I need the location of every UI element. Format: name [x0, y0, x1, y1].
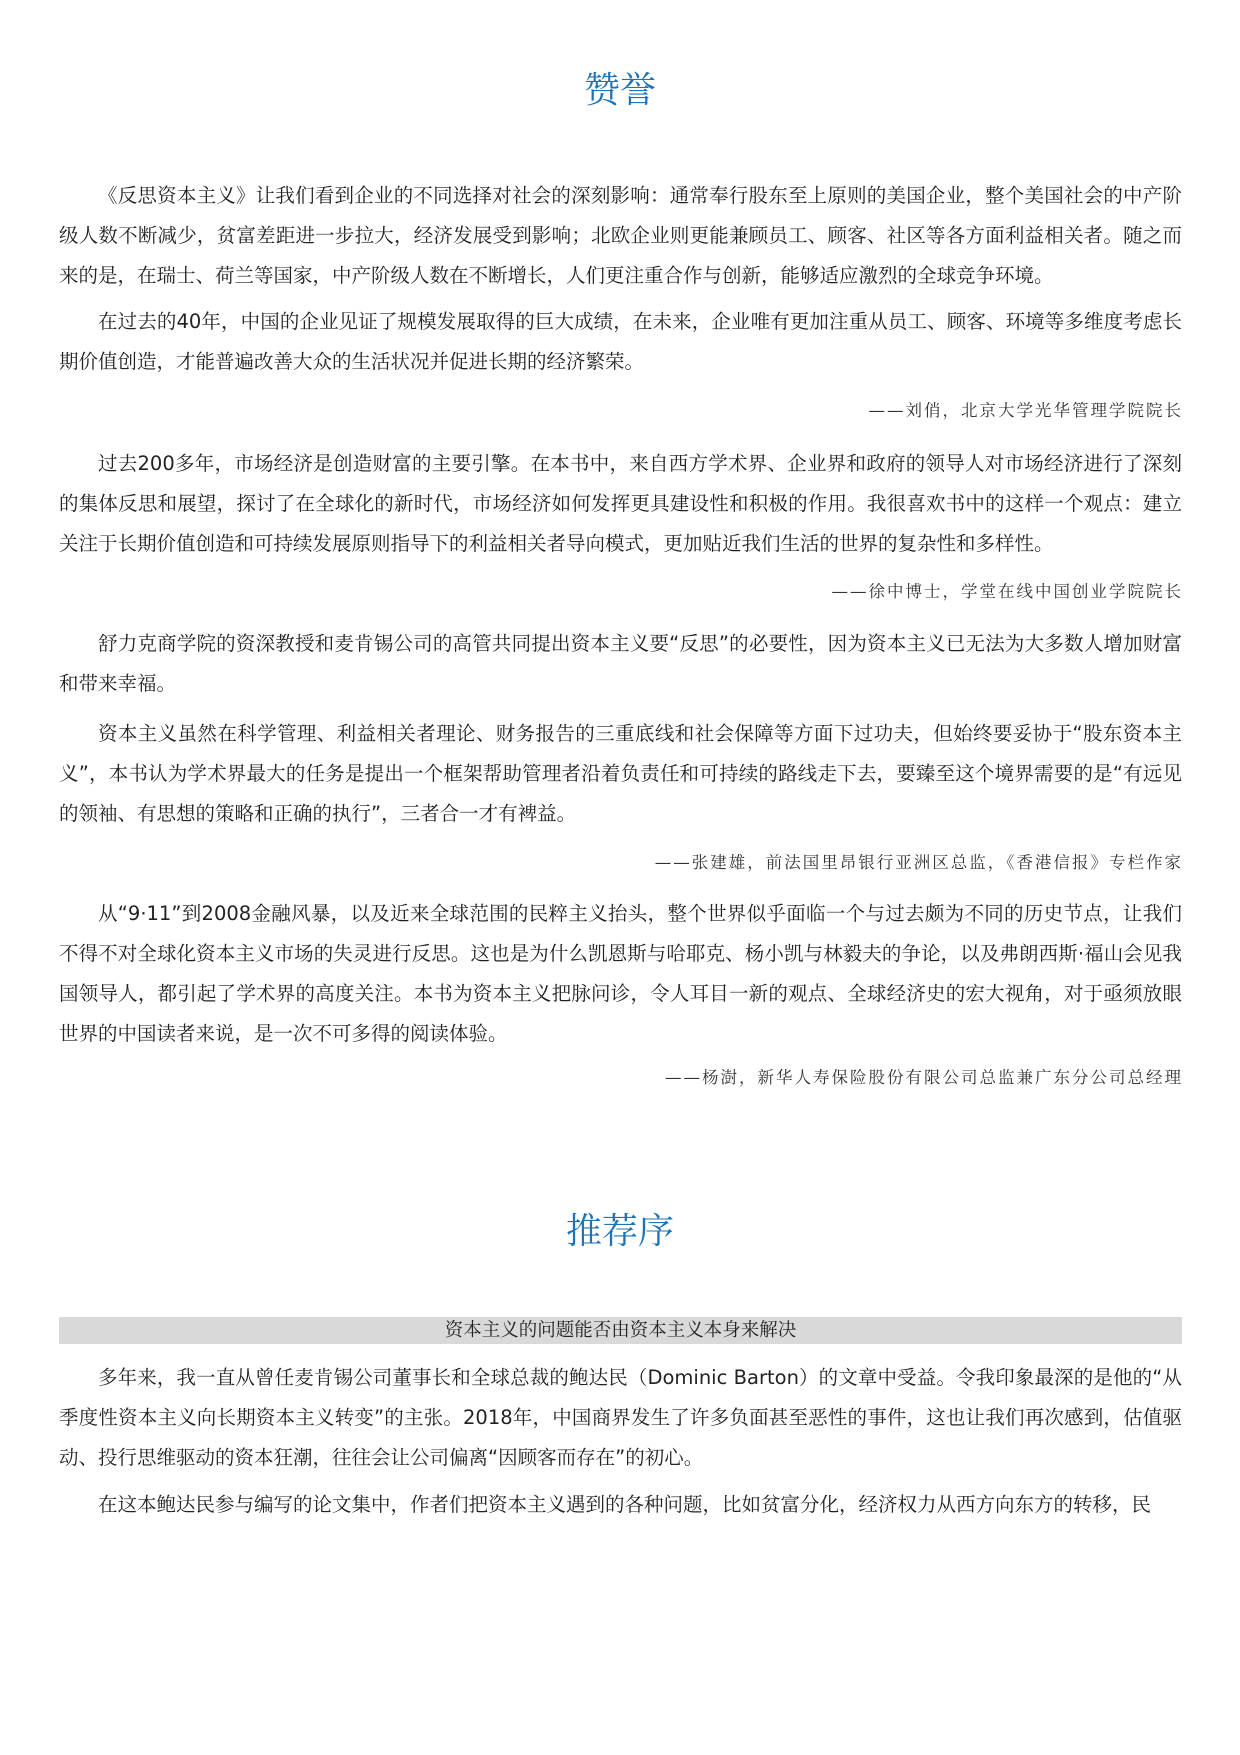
praise-attribution-2: ——徐中博士，学堂在线中国创业学院院长 [831, 582, 1183, 601]
praise-attribution-1: ——刘俏，北京大学光华管理学院院长 [868, 401, 1183, 420]
praise-paragraph-6: 从“9·11”到2008金融风暴，以及近来全球范围的民粹主义抬头，整个世界似乎面临一个与过去颇为不同的历史节点，让我们不得不对全球化资本主义市场的失灵进行反思。这也是为什么凯恩斯与哈耶克、杨小凯与林毅夫的争论，以及弗朗西斯·福山会见我国领导人，都引起了学术界的高度关注。本书为资本主义把脉问诊，令人耳目一新的观点、全球经济史的宏大视角，对于亟须放眼世界的中国读者来说，是一次不可多得的阅读体验。 [59, 902, 1182, 1045]
praise-paragraph-5: 资本主义虽然在科学管理、利益相关者理论、财务报告的三重底线和社会保障等方面下过功夫，但始终要妥协于“股东资本主义”，本书认为学术界最大的任务是提出一个框架帮助管理者沿着负责任和可持续的路线走下去，要臻至这个境界需要的是“有远见的领袖、有思想的策略和正确的执行”，三者合一才有裨益。 [59, 722, 1182, 825]
praise-attribution-4: ——杨澍，新华人寿保险股份有限公司总监兼广东分公司总经理 [665, 1068, 1183, 1087]
praise-title: 赞誉 [583, 70, 656, 111]
praise-paragraph-2: 在过去的40年，中国的企业见证了规模发展取得的巨大成绩，在未来，企业唯有更加注重从员工、顾客、环境等多维度考虑长期价值创造，才能普遍改善大众的生活状况并促进长期的经济繁荣。 [59, 310, 1182, 373]
praise-paragraph-1: 《反思资本主义》让我们看到企业的不同选择对社会的深刻影响：通常奉行股东至上原则的美国企业，整个美国社会的中产阶级人数不断减少，贫富差距进一步拉大，经济发展受到影响；北欧企业则更能兼顾员工、顾客、社区等各方面利益相关者。随之而来的是，在瑞士、荷兰等国家，中产阶级人数在不断增长，人们更注重合作与创新，能够适应激烈的全球竞争环境。 [59, 184, 1182, 287]
praise-paragraph-4: 舒力克商学院的资深教授和麦肯锡公司的高管共同提出资本主义要“反思”的必要性，因为资本主义已无法为大多数人增加财富和带来幸福。 [59, 632, 1182, 695]
praise-attribution-3: ——张建雄，前法国里昂银行亚洲区总监，《香港信报》专栏作家 [654, 853, 1183, 872]
foreword-paragraph-1: 多年来，我一直从曾任麦肯锡公司董事长和全球总裁的鲍达民（Dominic Barton）的文章中受益。令我印象最深的是他的“从季度性资本主义向长期资本主义转变”的主张。2018年，中国商界发生了许多负面甚至恶性的事件，这也让我们再次感到，估值驱动、投行思维驱动的资本狂潮，往往会让公司偏离“因顾客而存在”的初心。 [59, 1366, 1182, 1469]
praise-paragraph-3: 过去200多年，市场经济是创造财富的主要引擎。在本书中，来自西方学术界、企业界和政府的领导人对市场经济进行了深刻的集体反思和展望，探讨了在全球化的新时代，市场经济如何发挥更具建设性和积极的作用。我很喜欢书中的这样一个观点：建立关注于长期价值创造和可持续发展原则指导下的利益相关者导向模式，更加贴近我们生活的世界的复杂性和多样性。 [59, 452, 1182, 555]
foreword-paragraph-2: 在这本鲍达民参与编写的论文集中，作者们把资本主义遇到的各种问题，比如贫富分化，经济权力从西方向东方的转移，民 [98, 1493, 1152, 1516]
foreword-subheading: 资本主义的问题能否由资本主义本身来解决 [59, 1317, 1182, 1344]
foreword-title: 推荐序 [565, 1211, 674, 1252]
